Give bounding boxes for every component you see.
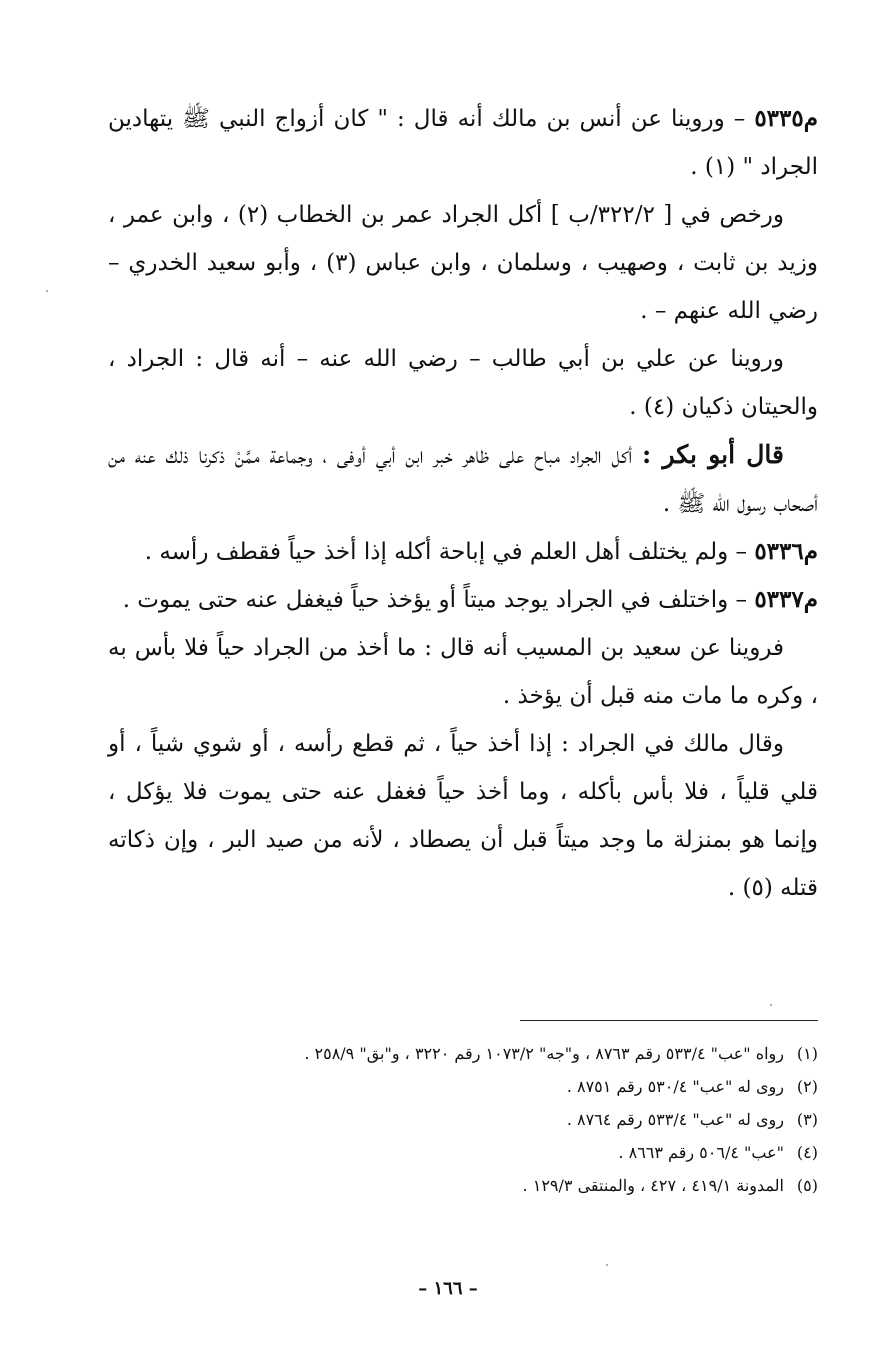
bold-lead: قال أبو بكر : — [642, 440, 785, 469]
footnote-mark: (٤) — [796, 1143, 818, 1162]
paragraph-text: – وروينا عن أنس بن مالك أنه قال : " كان أزواج النبي ﷺ يتهادين الجراد " (١) . — [108, 106, 818, 180]
footnote-5 — [108, 1169, 818, 1202]
paragraph-text: – ولم يختلف أهل العلم في إباحة أكله إذا أخذ حياً فقطف رأسه . — [144, 539, 755, 565]
footnote-text: "عب" ٥٠٦/٤ رقم ٨٦٦٣ . — [618, 1143, 784, 1162]
paragraph-text: أكل الجراد مباح على ظاهر خبر ابن أبي أوفى ، وجماعة ممَّنْ ذكرنا ذلك عنه من أصحاب رسول الله ﷺ . — [108, 443, 818, 517]
scan-speck — [46, 290, 48, 292]
paragraph-5337 — [108, 576, 818, 624]
paragraph-text: – واختلف في الجراد يوجد ميتاً أو يؤخذ حياً فيغفل عنه حتى يموت . — [122, 587, 755, 613]
paragraph-malik — [108, 720, 818, 912]
issue-number: م٥٣٣٦ — [754, 538, 818, 565]
paragraph-ali-narration — [108, 335, 818, 431]
paragraph-text: ورخص في [ ٣٢٢/٢/ب ] أكل الجراد عمر بن الخطاب (٢) ، وابن عمر ، وزيد بن ثابت ، وصهيب ، وسلمان ، وابن عباس (٣) ، وأبو سعيد الخدري – رضي الله عنهم – . — [108, 202, 818, 324]
footnote-4 — [108, 1136, 818, 1169]
footnote-mark: (٢) — [796, 1077, 818, 1096]
scan-speck — [770, 1004, 772, 1006]
paragraph-text: وروينا عن علي بن أبي طالب – رضي الله عنه – أنه قال : الجراد ، والحيتان ذكيان (٤) . — [108, 346, 818, 420]
footnote-mark: (٣) — [796, 1110, 818, 1129]
footnotes — [108, 1037, 818, 1202]
issue-number: م٥٣٣٥ — [754, 105, 818, 132]
footnote-text: رواه "عب" ٥٣٣/٤ رقم ٨٧٦٣ ، و"جه" ١٠٧٣/٢ رقم ٣٢٢٠ ، و"بق" ٢٥٨/٩ . — [304, 1044, 784, 1063]
paragraph-ibn-musayyib — [108, 624, 818, 720]
paragraph-text: وقال مالك في الجراد : إذا أخذ حياً ، ثم قطع رأسه ، أو شوي شياً ، أو قلي قلياً ، فلا بأس بأكله ، وما أخذ حياً فغفل عنه حتى يموت فلا يؤكل ، وإنما هو بمنزلة ما وجد ميتاً قبل أن يصطاد ، لأنه من صيد البر ، وإن ذكاته قتله (٥) . — [108, 731, 818, 901]
footnote-text: روى له "عب" ٥٣٠/٤ رقم ٨٧٥١ . — [566, 1077, 784, 1096]
footnote-3 — [108, 1103, 818, 1136]
paragraph-abu-bakr — [108, 431, 818, 528]
footnote-1 — [108, 1037, 818, 1070]
footnote-mark: (٥) — [796, 1176, 818, 1195]
paragraph-5336 — [108, 528, 818, 576]
paragraph-permission — [108, 191, 818, 335]
scan-speck — [606, 1264, 608, 1266]
issue-number: م٥٣٣٧ — [754, 586, 818, 613]
paragraph-5335 — [108, 95, 818, 191]
footnote-2 — [108, 1070, 818, 1103]
footnote-separator — [520, 1020, 818, 1021]
page-number: – ١٦٦ – — [418, 1278, 478, 1299]
paragraph-text: فروينا عن سعيد بن المسيب أنه قال : ما أخذ من الجراد حياً فلا بأس به ، وكره ما مات منه قبل أن يؤخذ . — [108, 635, 818, 709]
footnote-text: روى له "عب" ٥٣٣/٤ رقم ٨٧٦٤ . — [566, 1110, 784, 1129]
main-text — [108, 95, 818, 912]
footnote-mark: (١) — [796, 1044, 818, 1063]
footnote-text: المدونة ٤١٩/١ ، ٤٢٧ ، والمنتقى ١٢٩/٣ . — [522, 1176, 784, 1195]
